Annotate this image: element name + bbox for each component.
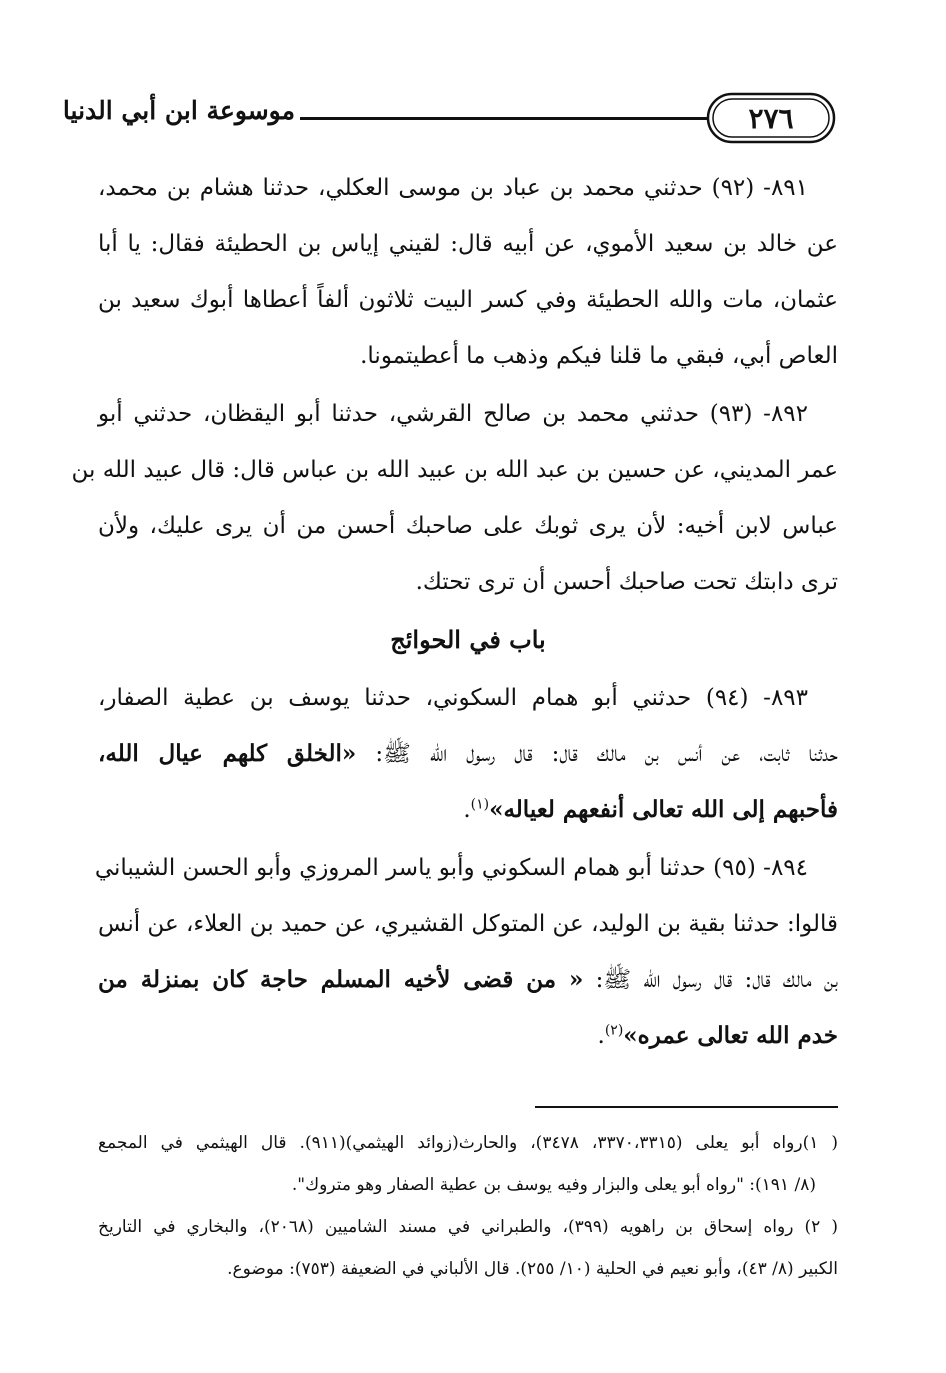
hadith-text: « من قضى لأخيه المسلم حاجة كان بمنزلة من xyxy=(98,966,584,993)
text-line-content: . xyxy=(463,797,471,823)
text-line-content: . xyxy=(597,1023,605,1049)
text-line: قالوا: حدثنا بقية بن الوليد، عن المتوكل القشيري، عن حميد بن العلاء، عن أنس xyxy=(98,911,838,937)
text-line-content: ٨٩٣- (٩٤) حدثني أبو همام السكوني، حدثنا يوسف بن عطية الصفار، xyxy=(98,685,808,711)
text-line: العاص أبي، فبقي ما قلنا فيكم وذهب ما أعطيتمونا. xyxy=(360,343,838,369)
text-line: عباس لابن أخيه: لأن يرى ثوبك على صاحبك أحسن من أن يرى عليك، ولأن xyxy=(98,513,838,539)
text-line-content: بن مالك قال: قال رسول الله ﷺ: xyxy=(583,967,838,993)
text-line xyxy=(98,386,838,442)
text-line: عن خالد بن سعيد الأموي، عن أبيه قال: لقيني إياس بن الحطيئة فقال: يا أبا xyxy=(98,231,838,257)
text-line xyxy=(98,670,838,726)
paragraph-891 xyxy=(98,160,838,384)
paragraph-893 xyxy=(98,670,838,838)
page-number: ٢٧٦ xyxy=(748,101,794,135)
hadith-text: فأحبهم إلى الله تعالى أنفعهم لعياله» xyxy=(489,796,838,823)
footnote-1-continued xyxy=(98,1164,838,1206)
text-line xyxy=(98,726,838,782)
text-line xyxy=(98,160,838,216)
paragraph-892 xyxy=(71,386,838,610)
main-text xyxy=(71,160,838,1066)
footnote-ref: (١) xyxy=(470,796,490,813)
footnote-text: (٨/ ١٩١): "رواه أبو يعلى والبزار وفيه يوسف بن عطية الصفار وهو متروك". xyxy=(291,1175,816,1195)
text-line xyxy=(98,1008,838,1064)
text-line xyxy=(98,782,838,838)
text-line-content: ٨٩١- (٩٢) حدثني محمد بن عباد بن موسى العكلي، حدثنا هشام بن محمد، xyxy=(98,175,809,201)
text-line-content: ٨٩٢- (٩٣) حدثني محمد بن صالح القرشي، حدثنا أبو اليقظان، حدثني أبو xyxy=(98,401,809,427)
footnote-2-continued: الكبير (٨/ ٤٣)، وأبو نعيم في الحلية (١٠/ ٢٥٥). قال الألباني في الضعيفة (٧٥٣): موضوع. xyxy=(227,1259,838,1279)
header-rule xyxy=(300,117,708,120)
text-line xyxy=(98,952,838,1008)
text-line: ترى دابتك تحت صاحبك أحسن أن ترى تحتك. xyxy=(415,569,838,595)
text-line: عمر المديني، عن حسين بن عبد الله بن عبيد الله بن عباس قال: قال عبيد الله بن xyxy=(71,457,838,483)
text-line: عثمان، مات والله الحطيئة وفي كسر البيت ثلاثون ألفاً أعطاها أبوك سعيد بن xyxy=(98,287,838,313)
book-title: موسوعة ابن أبي الدنيا xyxy=(62,96,295,125)
footnote-1: ( ١)رواه أبو يعلى (٣٣٧٠،٣٣١٥، ٣٤٧٨)، والحارث(زوائد الهيثمي)(٩١١). قال الهيثمي في المجمع xyxy=(98,1133,838,1153)
footnote-divider xyxy=(535,1106,838,1108)
hadith-text: خدم الله تعالى عمره» xyxy=(623,1022,838,1049)
paragraph-894 xyxy=(94,840,838,1064)
footnotes xyxy=(98,1122,838,1290)
text-line xyxy=(94,840,838,896)
text-line-content: ٨٩٤- (٩٥) حدثنا أبو همام السكوني وأبو ياسر المروزي وأبو الحسن الشيباني xyxy=(94,855,808,881)
footnote-ref: (٢) xyxy=(604,1022,624,1039)
section-heading: باب في الحوائج xyxy=(390,625,546,654)
text-line-content: حدثنا ثابت، عن أنس بن مالك قال: قال رسول الله ﷺ: xyxy=(356,741,838,767)
footnote-2: ( ٢) رواه إسحاق بن راهويه (٣٩٩)، والطبراني في مسند الشاميين (٢٠٦٨)، والبخاري في التاريخ xyxy=(98,1217,838,1237)
hadith-text: «الخلق كلهم عيال الله، xyxy=(98,740,357,767)
